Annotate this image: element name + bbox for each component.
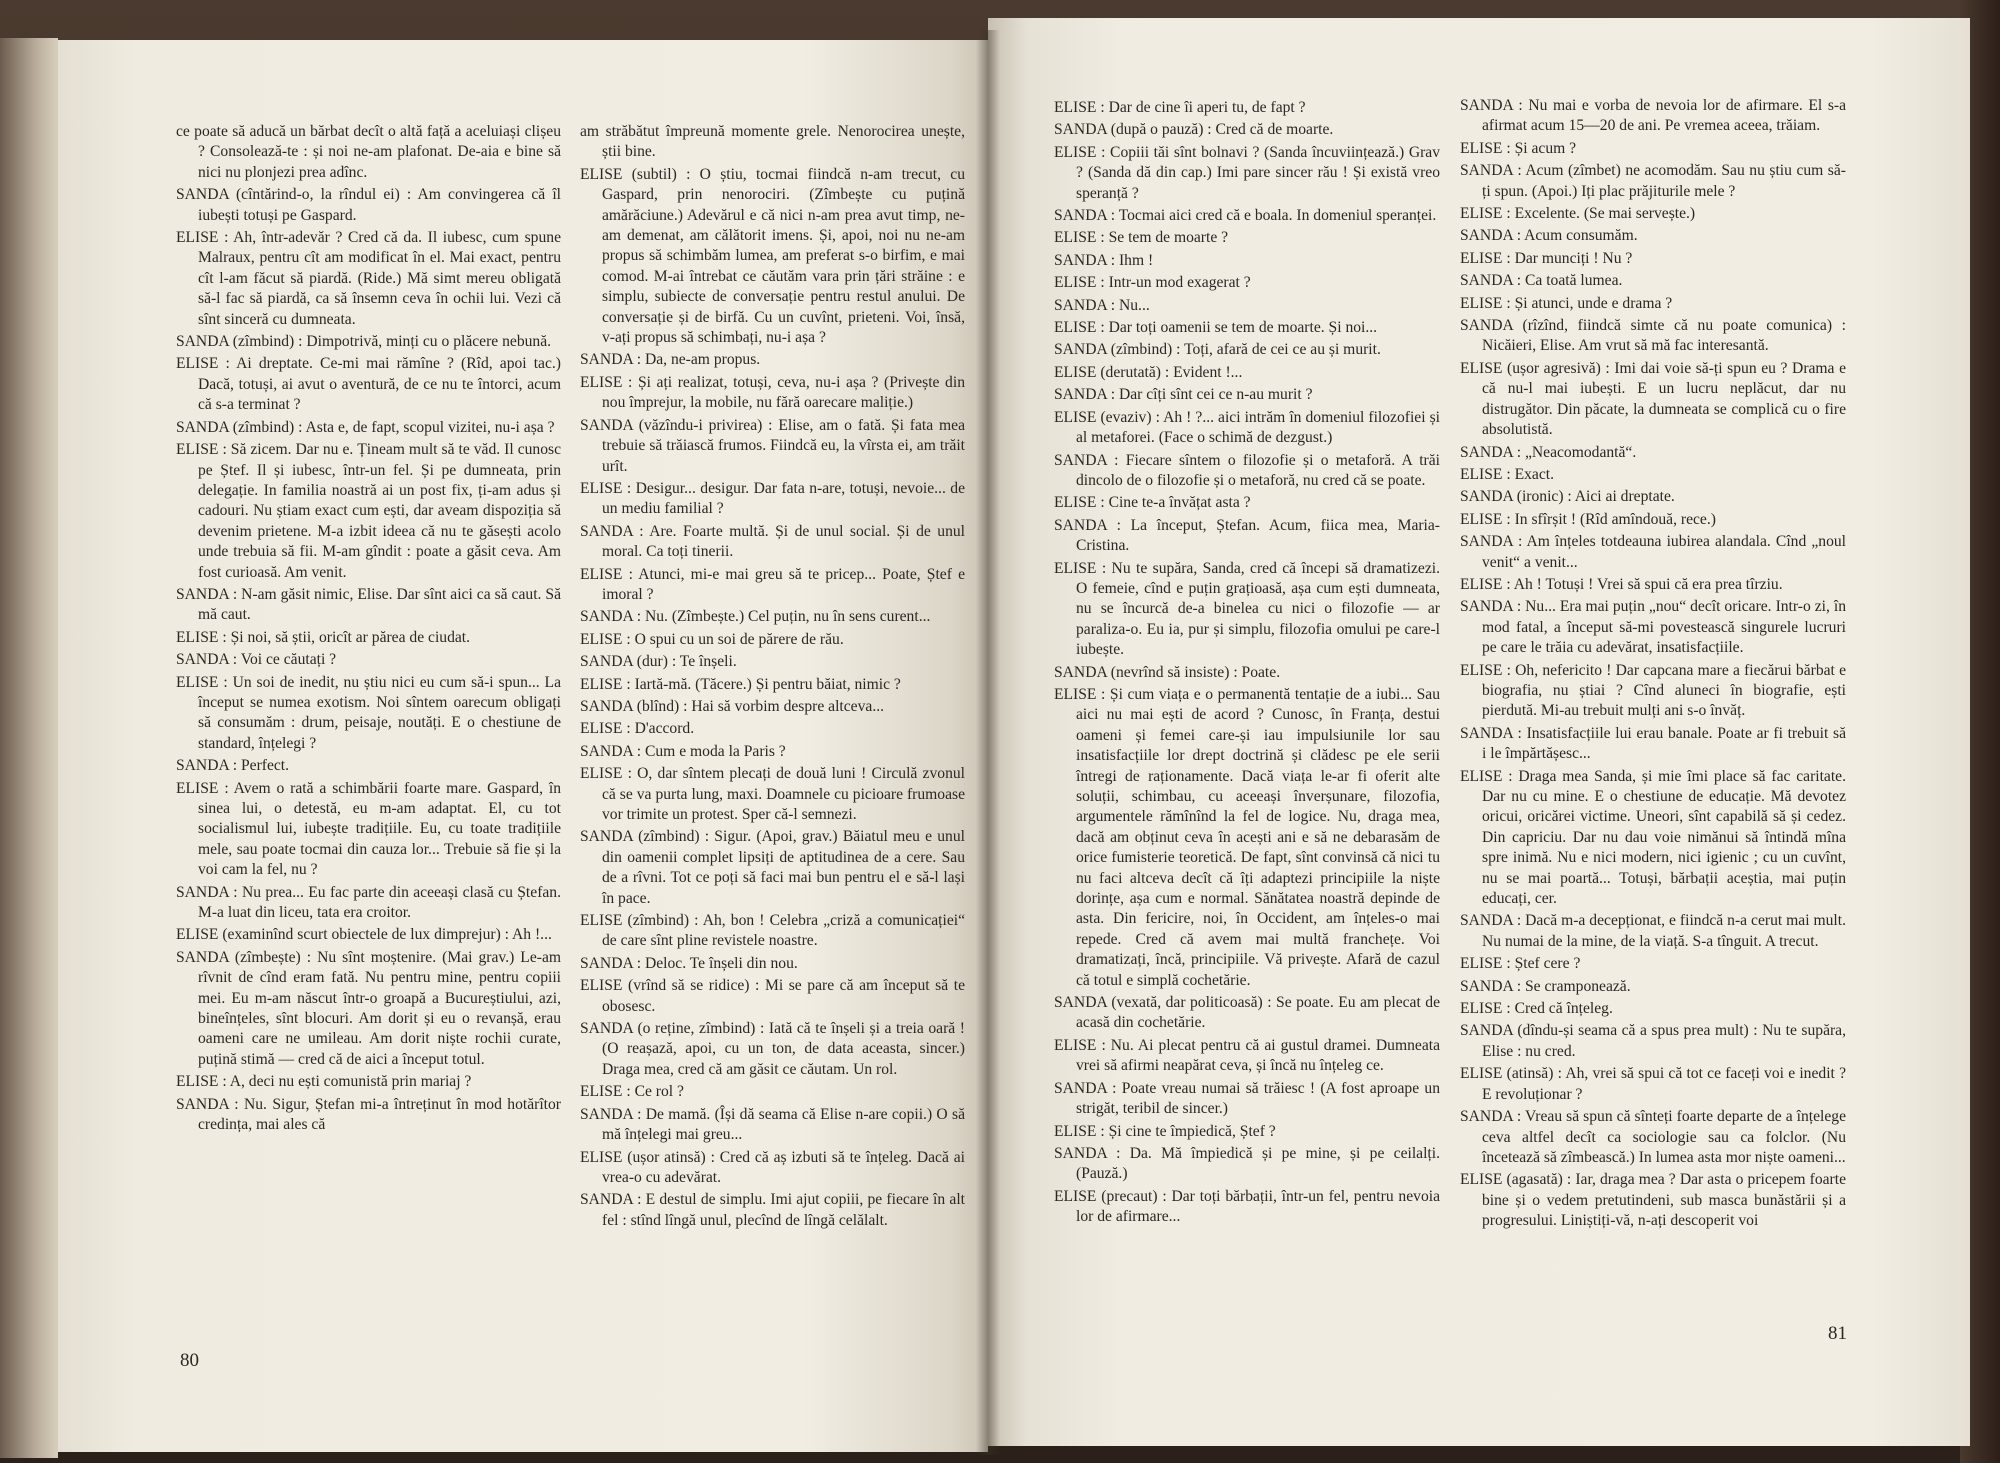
- dialogue-paragraph: ELISE : Și ați realizat, totuși, ceva, nu-i așa ? (Privește din nou împrejur, la mobile, nu fără oarecare maliție.): [580, 373, 965, 412]
- dialogue-paragraph: ELISE : Draga mea Sanda, și mie îmi place să fac caritate. Dar nu cu mine. E o chestiune de educație. Mă devotez oricui, oricărei victime. Uneori, sînt capabilă să și cedez. Din capriciu. Dar nu dau voie nimănui să întindă mîna spre inimă. Nu e nici modern, nici igienic ; cu un cuvînt, nu se mai poartă... Totuși, bărbații aceștia, mai puțin educați, cer.: [1460, 767, 1846, 908]
- dialogue-paragraph: ELISE : Excelente. (Se mai servește.): [1460, 205, 1696, 223]
- dialogue-paragraph: SANDA (vexată, dar politicoasă) : Se poate. Eu am plecat de acasă din cochetărie.: [1054, 994, 1440, 1032]
- dialogue-paragraph: ELISE : Dar munciți ! Nu ?: [1460, 249, 1633, 267]
- dialogue-paragraph: ELISE : Cine te-a învățat asta ?: [1054, 494, 1251, 512]
- dialogue-paragraph: SANDA : Insatisfacțiile lui erau banale. Poate ar fi trebuit să i le împărtășesc...: [1460, 724, 1846, 763]
- dialogue-paragraph: SANDA : Nu. (Zîmbește.) Cel puțin, nu în sens curent...: [580, 608, 931, 626]
- dialogue-paragraph: SANDA : Are. Foarte multă. Și de unul social. Și de unul moral. Ca toți tinerii.: [580, 522, 965, 561]
- dialogue-paragraph: SANDA : Acum consumăm.: [1460, 227, 1638, 245]
- dialogue-paragraph: ELISE : Desigur... desigur. Dar fata n-are, totuși, nevoie... de un mediu familial ?: [580, 479, 965, 518]
- dialogue-paragraph: SANDA (rîzînd, fiindcă simte că nu poate comunica) : Nicăieri, Elise. Am vrut să mă fac interesantă.: [1460, 317, 1846, 355]
- dialogue-paragraph: SANDA (dur) : Te înșeli.: [580, 653, 737, 671]
- dialogue-paragraph: ELISE : Dar de cine îi aperi tu, de fapt ?: [1054, 99, 1306, 116]
- dialogue-paragraph: SANDA (blînd) : Hai să vorbim despre altceva...: [580, 697, 885, 715]
- dialogue-paragraph: SANDA : Dacă m-a decepționat, e fiindcă n-a cerut mai mult. Nu numai de la mine, de la viață. S-a tînguit. A trecut.: [1460, 912, 1846, 950]
- dialogue-paragraph: ELISE : Și cine te împiedică, Ștef ?: [1054, 1122, 1276, 1140]
- dialogue-paragraph: SANDA (dîndu-și seama că a spus prea mult) : Nu te supăra, Elise : nu cred.: [1460, 1022, 1846, 1060]
- dialogue-paragraph: SANDA : Cum e moda la Paris ?: [580, 742, 786, 760]
- dialogue-paragraph: ELISE : Iartă-mă. (Tăcere.) Și pentru băiat, nimic ?: [580, 675, 901, 693]
- dialogue-paragraph: ELISE (precaut) : Dar toți bărbații, într-un fel, pentru nevoia lor de afirmare...: [1054, 1187, 1440, 1226]
- dialogue-paragraph: ELISE : Atunci, mi-e mai greu să te pricep... Poate, Ștef e imoral ?: [580, 565, 965, 603]
- left-page-column-1: [176, 122, 561, 1138]
- left-page: [58, 40, 988, 1452]
- dialogue-paragraph: SANDA : Ca toată lumea.: [1460, 272, 1623, 290]
- dialogue-paragraph: ELISE (zîmbind) : Ah, bon ! Celebra „criză a comunicației“ de care sînt pline revistele noastre.: [580, 912, 965, 950]
- dialogue-paragraph: SANDA : Tocmai aici cred că e boala. In domeniul speranței.: [1054, 207, 1437, 225]
- dialogue-paragraph: SANDA (zîmbește) : Nu sînt moștenire. (Mai grav.) Le-am rîvnit de cînd eram fată. Nu pentru mine, pentru copiii mei. Eu m-am născut într-o groapă a Bucureștiului, azi, bineînțeles, sînt blocuri. Am dorit și eu o revanșă, erau oameni care ne umileau. Am dorit niște rochii curate, puțină stimă — cred că de aici a început totul.: [176, 948, 561, 1068]
- dialogue-paragraph: ELISE (ușor atinsă) : Cred că aș izbuti să te înțeleg. Dacă ai vrea-o cu adevărat.: [580, 1148, 965, 1186]
- dialogue-paragraph: am străbătut împreună momente grele. Nenorocirea unește, știi bine.: [580, 123, 965, 161]
- dialogue-paragraph: SANDA : Nu... Era mai puțin „nou“ decît oricare. Intr-o zi, în mod fatal, a început să-mi povestească singurele lucruri pe care le trăia cu adevărat, insatisfacțiile.: [1460, 598, 1846, 657]
- left-page-edge-stack: [0, 38, 58, 1458]
- dialogue-paragraph: SANDA : Am înțeles totdeauna iubirea alandala. Cînd „noul venit“ a venit...: [1460, 533, 1846, 571]
- dialogue-paragraph: ELISE : Intr-un mod exagerat ?: [1054, 274, 1251, 292]
- dialogue-paragraph: SANDA (zîmbind) : Dimpotrivă, minți cu o plăcere nebună.: [176, 333, 552, 351]
- left-page-number: 80: [180, 1350, 199, 1371]
- dialogue-paragraph: ELISE (vrînd să se ridice) : Mi se pare că am început să te obosesc.: [580, 977, 965, 1015]
- dialogue-paragraph: ELISE : Și noi, să știi, oricît ar părea de ciudat.: [176, 628, 471, 646]
- dialogue-paragraph: SANDA (văzîndu-i privirea) : Elise, am o fată. Și fata mea trebuie să trăiască frumos. Fiindcă eu, la vîrsta ei, am trăit urît.: [580, 416, 965, 475]
- dialogue-paragraph: ELISE : Avem o rată a schimbării foarte mare. Gaspard, în sinea lui, o detestă, eu m-am adaptat. El, cu tot socialismul lui, iubește tradițiile. Eu, cu toate tradițiile mele, sau poate tocmai din cauza lor... Trebuie să fie și la voi cam la fel, nu ?: [176, 779, 561, 879]
- right-page-number: 81: [1828, 1323, 1847, 1344]
- dialogue-paragraph: SANDA : Voi ce căutați ?: [176, 651, 337, 669]
- dialogue-paragraph: SANDA : Deloc. Te înșeli din nou.: [580, 954, 798, 972]
- dialogue-paragraph: ELISE : Exact.: [1460, 465, 1554, 483]
- dialogue-paragraph: SANDA (cîntărind-o, la rîndul ei) : Am convingerea că îl iubești totuși pe Gaspard.: [176, 186, 561, 224]
- dialogue-paragraph: SANDA : Da. Mă împiedică și pe mine, și pe ceilalți. (Pauză.): [1054, 1144, 1440, 1183]
- dialogue-paragraph: ELISE : O spui cu un soi de părere de rău.: [580, 630, 844, 648]
- dialogue-paragraph: SANDA : Nu mai e vorba de nevoia lor de afirmare. El s-a afirmat acum 15—20 de ani. Pe vremea aceea, trăiam.: [1460, 97, 1846, 135]
- dialogue-paragraph: ELISE : Un soi de inedit, nu știu nici eu cum să-i spun... La început se numea exotism. Noi sîntem oarecum obligați să consumăm : drum, peisaje, noutăți. E o chestiune de standard, înțelegi ?: [176, 673, 561, 752]
- dialogue-paragraph: SANDA : Perfect.: [176, 757, 290, 775]
- book-gutter: [976, 30, 1000, 1455]
- dialogue-paragraph: ELISE : O, dar sîntem plecați de două luni ! Circulă zvonul că se va purta lung, maxi. Doamnele cu picioare frumoase vor trimite un protest. Sper că-l semnezi.: [580, 765, 965, 823]
- dialogue-paragraph: ELISE : Nu. Ai plecat pentru că ai gustul dramei. Dumneata vrei să afirmi neapărat ceva, și încă nu înțeleg ce.: [1054, 1036, 1440, 1075]
- dialogue-paragraph: ELISE (atinsă) : Ah, vrei să spui că tot ce faceți voi e inedit ? E revoluționar ?: [1460, 1065, 1846, 1103]
- dialogue-paragraph: ELISE : In sfîrșit ! (Rîd amîndouă, rece.): [1460, 510, 1716, 528]
- dialogue-paragraph: ELISE (derutată) : Evident !...: [1054, 363, 1243, 381]
- dialogue-paragraph: ELISE : Ștef cere ?: [1460, 955, 1581, 973]
- left-page-column-2: [580, 122, 965, 1233]
- dialogue-paragraph: ELISE : Să zicem. Dar nu e. Țineam mult să te văd. Il cunosc pe Ștef. Il și iubesc, într-un fel. Și pe dumneata, prin delegație. In familia noastră ai un post fix, ți-am adus și cadouri. Nu știam exact cum ești, dar aveam dispoziția să devenim prietene. M-a izbit ideea că nu te găsești acolo unde trebuia să fii. M-am gîndit : poate a găsit ceva. Am fost curioasă. Am venit.: [176, 441, 561, 581]
- dialogue-paragraph: SANDA : N-am găsit nimic, Elise. Dar sînt aici ca să caut. Să mă caut.: [176, 585, 561, 624]
- dialogue-paragraph: ELISE : Și atunci, unde e drama ?: [1460, 294, 1673, 312]
- dialogue-paragraph: SANDA : Se cramponează.: [1460, 977, 1631, 995]
- dialogue-paragraph: SANDA : Dar cîți sînt cei ce n-au murit ?: [1054, 386, 1313, 404]
- dialogue-paragraph: SANDA (după o pauză) : Cred că de moarte.: [1054, 121, 1334, 139]
- dialogue-paragraph: SANDA (zîmbind) : Sigur. (Apoi, grav.) Băiatul meu e unul din oamenii complet lipsiți de aptitudinea de a cere. Sau de a rîvni. Tot ce poți să faci mai bun pentru el e să-l lași în pace.: [580, 828, 965, 907]
- dialogue-paragraph: SANDA (zîmbind) : Toți, afară de cei ce au și murit.: [1054, 341, 1381, 359]
- dialogue-paragraph: ELISE (evaziv) : Ah ! ?... aici intrăm în domeniul filozofiei și al metaforei. (Face o schimă de dezgust.): [1054, 408, 1440, 447]
- dialogue-paragraph: SANDA : La început, Ștefan. Acum, fiica mea, Maria-Cristina.: [1054, 516, 1440, 555]
- dialogue-paragraph: SANDA (ironic) : Aici ai dreptate.: [1460, 488, 1675, 506]
- dialogue-paragraph: SANDA : Nu. Sigur, Ștefan mi-a întreținut în mod hotărîtor credința, mai ales că: [176, 1095, 561, 1134]
- dialogue-paragraph: ELISE (subtil) : O știu, tocmai fiindcă n-am trecut, cu Gaspard, prin nenorociri. (Zîmbește cu puțină amărăciune.) Adevărul e că nici n-am prea avut timp, ne-am demenat, am călătorit imens. Și, apoi, noi nu ne-am propus să schimbăm lumea, am preferat s-o birfim, e mai comod. M-ai întrebat ce căutăm vara prin țări străine : e simplu, subiecte de conversație pentru restul anului. De conversație și de birfă. Cu un cuvînt, prieteni. Voi, însă, v-ați propus să schimbați, nu-i așa ?: [580, 165, 965, 347]
- dialogue-paragraph: ce poate să aducă un bărbat decît o altă față a aceluiași clișeu ? Consolează-te : și noi ne-am plafonat. De-aia e bine să nici nu plonjezi prea adînc.: [176, 123, 561, 181]
- dialogue-paragraph: ELISE : Ce rol ?: [580, 1083, 684, 1101]
- dialogue-paragraph: SANDA : Acum (zîmbet) ne acomodăm. Sau nu știu cum să-ți spun. (Apoi.) Iți plac prăjiturile mele ?: [1460, 162, 1846, 200]
- dialogue-paragraph: ELISE : A, deci nu ești comunistă prin mariaj ?: [176, 1073, 472, 1091]
- dialogue-paragraph: ELISE : Dar toți oamenii se tem de moarte. Și noi...: [1054, 319, 1378, 337]
- dialogue-paragraph: ELISE : Copiii tăi sînt bolnavi ? (Sanda încuviințează.) Grav ? (Sanda dă din cap.) Imi pare sincer rău ! Și există vreo speranță ?: [1054, 143, 1440, 202]
- dialogue-paragraph: SANDA (nevrînd să insiste) : Poate.: [1054, 663, 1281, 681]
- dialogue-paragraph: SANDA (zîmbind) : Asta e, de fapt, scopul vizitei, nu-i așa ?: [176, 418, 555, 436]
- dialogue-paragraph: SANDA : Da, ne-am propus.: [580, 351, 761, 369]
- dialogue-paragraph: ELISE (examinînd scurt obiectele de lux dimprejur) : Ah !...: [176, 926, 552, 944]
- dialogue-paragraph: ELISE : Se tem de moarte ?: [1054, 229, 1229, 247]
- dialogue-paragraph: ELISE : D'accord.: [580, 720, 695, 738]
- dialogue-paragraph: ELISE (agasată) : Iar, draga mea ? Dar asta o pricepem foarte bine și o vedem pretutindeni, sub masca bunăstării și a progresului. Liniștiți-vă, n-ați descoperit voi: [1460, 1171, 1846, 1230]
- dialogue-paragraph: SANDA : Ihm !: [1054, 251, 1154, 269]
- dialogue-paragraph: SANDA : E destul de simplu. Imi ajut copiii, pe fiecare în alt fel : stînd lîngă unul, plecînd de lîngă celălalt.: [580, 1191, 965, 1229]
- dialogue-paragraph: ELISE : Ah, într-adevăr ? Cred că da. Il iubesc, cum spune Malraux, pentru cît am modificat în el. Mai exact, pentru cît l-am făcut să piardă. (Ride.) Mă simt mereu obligată să-l fac să piardă, ca să însemn ceva în ochii lui. Vezi că sînt sinceră cu dumneata.: [176, 229, 561, 328]
- dialogue-paragraph: ELISE : Cred că înțeleg.: [1460, 1000, 1613, 1018]
- dialogue-paragraph: SANDA (o reține, zîmbind) : Iată că te înșeli și a treia oară ! (O reașază, apoi, cu un ton, de data aceasta, sincer.) Draga mea, cred că am găsit ce căutam. Un rol.: [580, 1020, 965, 1078]
- dialogue-paragraph: ELISE : Și acum ?: [1460, 139, 1577, 157]
- dialogue-paragraph: ELISE : Și cum viața e o permanentă tentație de a iubi... Sau aici nu mai ești de acord ? Cunosc, în Franța, destui oameni și femei care-și iau impulsiunile lor sau insatisfacțiile lor drept doctrină și clădesc pe ele serii întregi de raționamente. Dacă viața le-ar fi oferit alte soluții, schimbau, cu aceeași înverșunare, filozofia, argumentele rămînînd la fel de logice. Nu, draga mea, dacă am obținut ceva în acești ani e să ne debarasăm de orice fumisterie teoretică. De fapt, sînt convinsă că nici tu nu faci altceva decît că îți adaptezi principiile la niște dorințe, așa cum e normal. Sănătatea noastră depinde de asta. Din fericire, noi, în Occident, am înțeles-o mai repede. Cred că avem mai multă franchețe. Voi dramatizați, încă, principiile. Vă privește. Afară de cazul că totul e simplă cochetărie.: [1054, 685, 1440, 989]
- right-page-column-2: [1460, 96, 1846, 1234]
- dialogue-paragraph: SANDA : Poate vreau numai să trăiesc ! (A fost aproape un strigăt, teribil de sincer.): [1054, 1079, 1440, 1118]
- dialogue-paragraph: ELISE : Ai dreptate. Ce-mi mai rămîne ? (Rîd, apoi tac.) Dacă, totuși, ai avut o aventură, de ce nu te întorci, acum că s-a terminat ?: [176, 355, 561, 414]
- dialogue-paragraph: ELISE (ușor agresivă) : Imi dai voie să-ți spun eu ? Drama e că nu-l mai iubești. E un lucru neplăcut, dar nu distrugător. Din păcate, la dumneata se complică cu o fire absolutistă.: [1460, 359, 1846, 439]
- dialogue-paragraph: ELISE : Ah ! Totuși ! Vrei să spui că era prea tîrziu.: [1460, 575, 1783, 593]
- dialogue-paragraph: SANDA : „Neacomodantă“.: [1460, 443, 1637, 461]
- dialogue-paragraph: SANDA : Fiecare sîntem o filozofie și o metaforă. A trăi dincolo de o filozofie și o metaforă, nu cred că se poate.: [1054, 451, 1440, 489]
- dialogue-paragraph: ELISE : Oh, nefericito ! Dar capcana mare a fiecărui bărbat e biografia, nu știai ? Cînd aluneci în biografie, ești pierdută. Mi-au trebuit mulți ani s-o învăț.: [1460, 661, 1846, 720]
- right-page-column-1: [1054, 98, 1440, 1230]
- right-page: [988, 18, 1970, 1446]
- dialogue-paragraph: SANDA : Nu...: [1054, 296, 1150, 314]
- dialogue-paragraph: SANDA : Vreau să spun că sînteți foarte departe de a înțelege ceva altfel decît ca sociologie sau ca folclor. (Nu încetează să zîmbească.) In lumea asta mor niște oameni...: [1460, 1108, 1846, 1166]
- dialogue-paragraph: SANDA : De mamă. (Își dă seama că Elise n-are copii.) O să mă înțelegi mai greu...: [580, 1105, 965, 1144]
- dialogue-paragraph: ELISE : Nu te supăra, Sanda, cred că începi să dramatizezi. O femeie, cînd e puțin grațioasă, așa cum ești dumneata, nu se încurcă de-a binelea cu nici o filozofie — ar paraliza-o. Eu ia, pur și simplu, filozofia omului pe care-l iubește.: [1054, 559, 1440, 659]
- dialogue-paragraph: SANDA : Nu prea... Eu fac parte din aceeași clasă cu Ștefan. M-a luat din liceu, tata era croitor.: [176, 883, 561, 922]
